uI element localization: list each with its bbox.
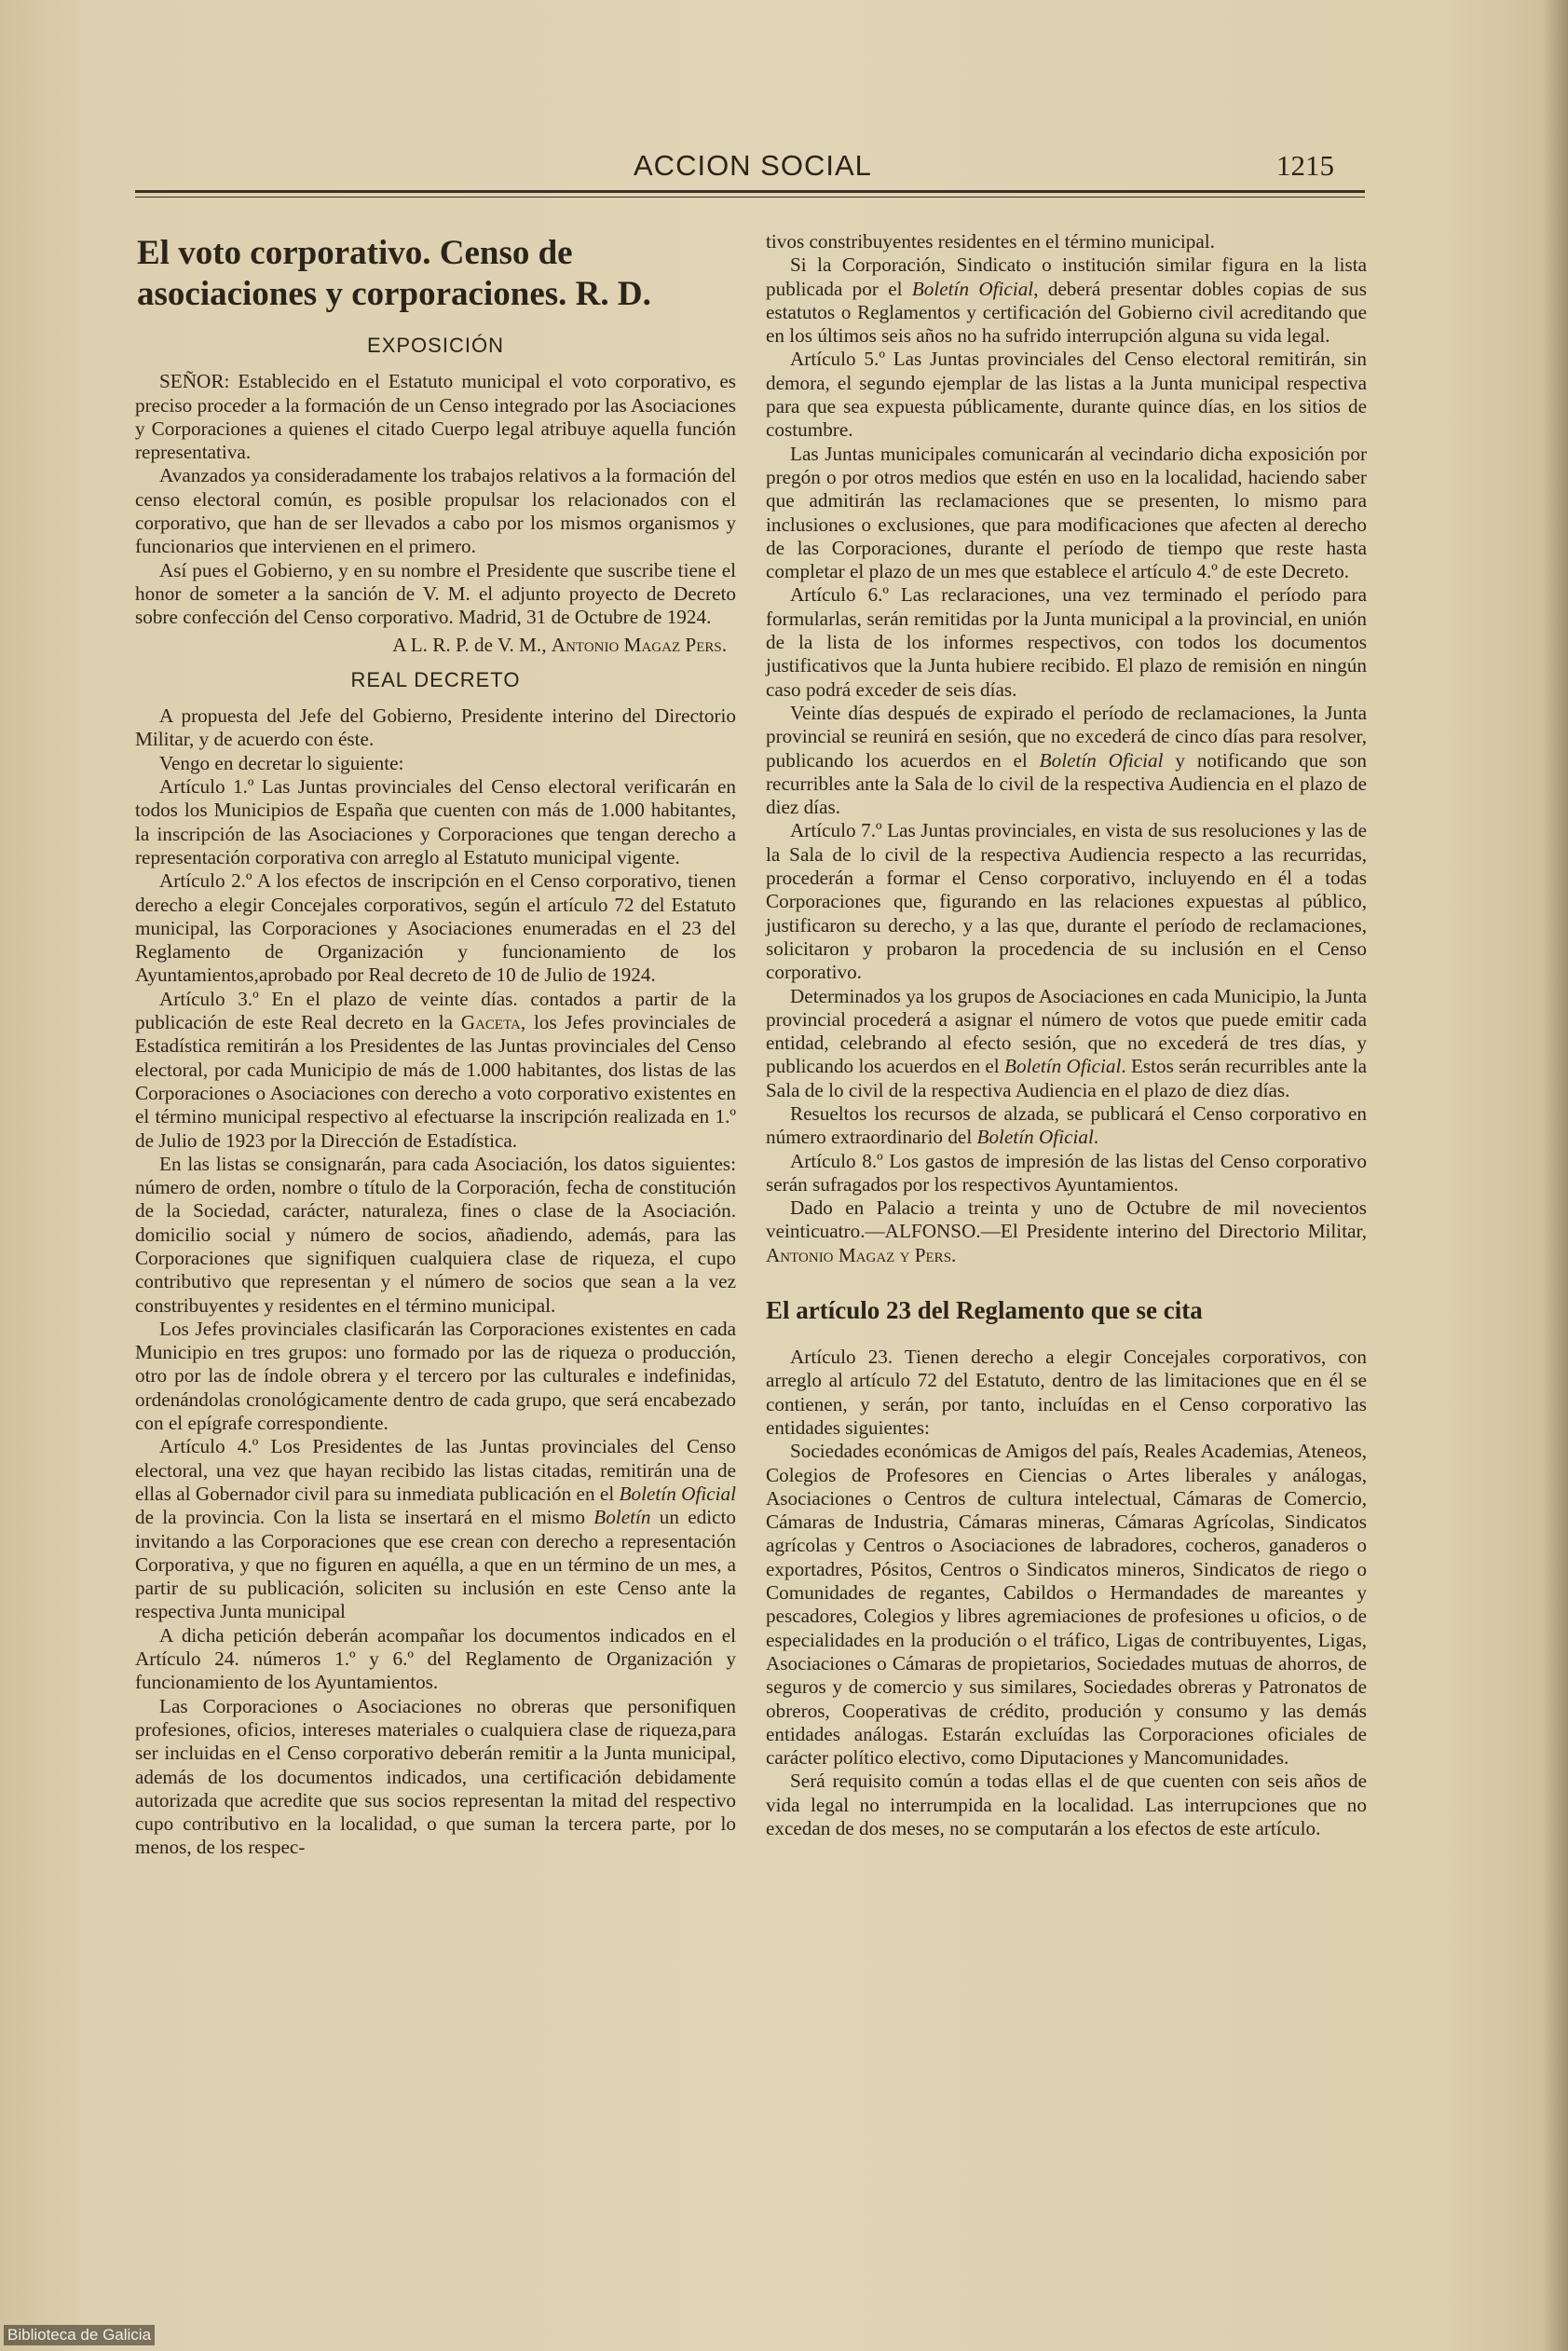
boletin-ref: Boletín Oficial [619, 1482, 736, 1505]
paragraph [766, 702, 1367, 819]
paragraph: Será requisito común a todas ellas el de que cuenten con seis años de vida legal no interrumpida en la localidad. Las interrupciones que no excedan de dos meses, no se computarán a los efectos de este artículo. [766, 1770, 1367, 1839]
library-watermark: Biblioteca de Galicia [4, 2325, 155, 2345]
signature-prefix: A L. R. P. de V. M., [392, 633, 547, 656]
article-5: Artículo 5.º Las Juntas provinciales del Censo electoral remitirán, sin demora, el segundo ejemplar de las listas a la Junta municipal respectiva para que sea expuesta públicamente, durante quince días, en los sitios de costumbre. [766, 348, 1367, 442]
paragraph: Vengo en decretar lo siguiente: [159, 751, 404, 774]
text-run: Artículo 3.º En el plazo de veinte días. contados a partir de la publicación de este Real decreto en la [135, 987, 736, 1034]
article-3 [135, 988, 736, 1153]
paragraph: Avanzados ya consideradamente los trabajos relativos a la formación del censo electoral común, es posible propulsar los relacionados con el corporativo, que han de ser llevados a cabo por los mismos organismos y funcionarios que intervienen en el primero. [135, 464, 736, 558]
paragraph [766, 1102, 1367, 1150]
text-run: . [1093, 1126, 1099, 1149]
paragraph: Las Juntas municipales comunicarán al vecindario dicha exposición por pregón o por otros medios que estén en uso en la localidad, haciendo saber que admitirán las reclamaciones que se presenten, lo mismo para inclusiones o exclusiones, que para modificaciones que afecten al derecho de las Corporaciones, durante el período de tiempo que reste hasta completar el plazo de un mes que establece el artículo 4.º de este Decreto. [766, 442, 1367, 583]
page-header [135, 149, 1365, 186]
right-column [766, 230, 1367, 1840]
text-run: Si la Corporación, Sindicato o institución similar figura en la lista publicada por el [766, 253, 1367, 300]
text-run: y notificando que son recurribles ante la Sala de lo civil de la respectiva Audiencia en el plazo de diez días. [766, 748, 1368, 819]
paragraph: Las Corporaciones o Asociaciones no obreras que personifiquen profesiones, oficios, intereses materiales o cualquiera clase de riqueza,para ser incluidas en el Censo corporativo deberán remitir a la Junta municipal, además de los documentos indicados, una certificación debidamente autorizada que acredite que sus socios representan la mitad del respectivo cupo contributivo en la localidad, o que suman la tercera parte, por lo menos, de los respec- [135, 1694, 736, 1859]
page-edge-shadow [1542, 0, 1568, 2351]
real-decreto-heading: REAL DECRETO [350, 667, 521, 691]
exposicion-heading: EXPOSICIÓN [367, 334, 504, 357]
text-run: un edicto invitando a las Corporaciones que ese crean con derecho a representación Corporativa, y que no figuren en aquélla, a que en un término de un mes, a partir de su publicación, soliciten su inclusión en este Censo ante la respectiva Junta municipal [135, 1506, 737, 1623]
section-title: El artículo 23 del Reglamento que se cita [766, 1296, 1203, 1325]
article-4 [135, 1435, 736, 1623]
boletin-ref: Boletín Oficial [1039, 748, 1164, 772]
text-run: Artículo 4.º Los Presidentes de las Juntas provinciales del Censo electoral, una vez que hayan recibido las listas citadas, remitirán una de ellas al Gobernador civil para su inmediata publicación en el [135, 1435, 736, 1505]
boletin-ref: Boletín [593, 1506, 651, 1529]
paragraph: A propuesta del Jefe del Gobierno, Presidente interino del Directorio Militar, y de acuerdo con éste. [135, 704, 736, 751]
left-column [135, 233, 736, 1860]
signature-name: Antonio Magaz y Pers. [766, 1243, 957, 1266]
paragraph [766, 1196, 1367, 1267]
text-run: de la provincia. Con la lista se insertará en el mismo [135, 1506, 585, 1529]
paragraph: Los Jefes provinciales clasificarán las Corporaciones existentes en cada Municipio en tres grupos: uno formado por las de riqueza o producción, otro por las de índole obrera y el tercero por las culturales e indefinidas, ordenándolas cronológicamente dentro de cada grupo, que será encabezado con el epígrafe correspondiente. [135, 1317, 736, 1435]
boletin-ref: Boletín Oficial [1004, 1055, 1122, 1078]
text-run: , los Jefes provinciales de Estadística remitirán a los Presidentes de las Juntas provinciales del Censo electoral, por cada Municipio de más de 1.000 habitantes, dos listas de las Corporaciones o Asociaciones con derecho a voto corporativo existentes en el término municipal respectivo al efectuarse la inscripción realizada en 1.º de Julio de 1923 por la Dirección de Estadística. [135, 1011, 736, 1152]
page-number: 1215 [1276, 149, 1334, 182]
paragraph [766, 985, 1367, 1102]
paragraph: tivos constribuyentes residentes en el término municipal. [766, 230, 1215, 253]
paragraph: A dicha petición deberán acompañar los documentos indicados en el Artículo 24. números 1.º y 6.º del Reglamento de Organización y funcionamiento de los Ayuntamientos. [135, 1623, 736, 1694]
text-run: Dado en Palacio a treinta y uno de Octubre de mil novecientos veinticuatro.—ALFONSO.—El Presidente interino del Directorio Militar, [766, 1196, 1367, 1243]
article-title: El voto corporativo. Censo de asociaciones y corporaciones. R. D. [137, 234, 651, 313]
article-7: Artículo 7.º Las Juntas provinciales, en vista de sus resoluciones y las de la Sala de lo civil de la respectiva Audiencia respecto a las recurridas, procederán a formar el Censo corporativo, incluyendo en él a todas Corporaciones que, figurando en las relaciones expuestas al público, justificaron su derecho, y a las que, durante el período de reclamaciones, solicitaron y probaron la procedencia de su inclusión en el Censo corporativo. [766, 819, 1367, 984]
article-8: Artículo 8.º Los gastos de impresión de las listas del Censo corporativo serán sufragados por los respectivos Ayuntamientos. [766, 1149, 1367, 1196]
text-run: , deberá presentar dobles copias de sus estatutos o Reglamentos y certificación del Gobierno civil acreditando que en los últimos seis años no ha sufrido interrupción alguna su vida legal. [766, 277, 1367, 348]
signature-name: Antonio Magaz Pers. [551, 633, 727, 656]
paragraph: En las listas se consignarán, para cada Asociación, los datos siguientes: número de orden, nombre o título de la Corporación, fecha de constitución de la Sociedad, carácter, naturaleza, fines o clase de la Asociación. domicilio social y número de socios, añadiendo, además, para las Corporaciones que signifiquen cualquiera clase de riqueza, el cupo contributivo que representan y el número de socios que sean a la vez constribuyentes y residentes en el término municipal. [135, 1152, 736, 1317]
paragraph: Así pues el Gobierno, y en su nombre el Presidente que suscribe tiene el honor de someter a la sanción de V. M. el adjunto proyecto de Decreto sobre confección del Censo corporativo. Madrid, 31 de Octubre de 1924. [135, 558, 736, 629]
article-6: Artículo 6.º Las reclaraciones, una vez terminado el período para formularlas, serán remitidas por la Junta municipal a la provincial, en unión de la lista de los informes respectivos, con todos los documentos justificativos que la Junta hubiere recibido. El plazo de remisión en ningún caso podrá exceder de seis días. [766, 583, 1367, 701]
signature [135, 634, 727, 657]
running-title: ACCION SOCIAL [634, 149, 872, 182]
boletin-ref: Boletín Oficial [976, 1126, 1094, 1149]
text-run: Veinte días después de expirado el período de reclamaciones, la Junta provincial se reunirá en sesión, que no excederá de cinco días para resolver, publicando los acuerdos en el [766, 701, 1367, 772]
header-rule-thin [135, 197, 1365, 198]
header-rule-thick [135, 190, 1365, 193]
paragraph: SEÑOR: Establecido en el Estatuto municipal el voto corporativo, es preciso proceder a la formación de un Censo integrado por las Asociaciones y Corporaciones a quienes el citado Cuerpo legal atribuye aquella función representativa. [135, 370, 736, 464]
text-run: Resueltos los recursos de alzada, se publicará el Censo corporativo en número extraordinario del [766, 1101, 1367, 1149]
article-23: Artículo 23. Tienen derecho a elegir Concejales corporativos, con arreglo al artículo 72 del Estatuto, dentro de las limitaciones que en él se contienen, y serán, por tanto, incluídas en el Censo corporativo las entidades siguientes: [766, 1346, 1367, 1439]
article-1: Artículo 1.º Las Juntas provinciales del Censo electoral verificarán en todos los Municipios de España que cuenten con más de 1.000 habitantes, la inscripción de las Asociaciones y Corporaciones que tengan derecho a representación corporativa con arreglo al Estatuto municipal vigente. [135, 775, 736, 868]
boletin-ref: Boletín Oficial [911, 277, 1034, 300]
text-run: . Estos serán recurribles ante la Sala de lo civil de la respectiva Audiencia en el plazo de diez días. [766, 1055, 1368, 1101]
gaceta-ref: Gaceta [460, 1011, 521, 1034]
article-2: Artículo 2.º A los efectos de inscripción en el Censo corporativo, tienen derecho a elegir Concejales corporativos, según el artículo 72 del Estatuto municipal, las Corporaciones y Asociaciones enumeradas en el 23 del Reglamento de Organización y funcionamiento de los Ayuntamientos,aprobado por Real decreto de 10 de Julio de 1924. [135, 869, 736, 987]
paragraph: Sociedades económicas de Amigos del país, Reales Academias, Ateneos, Colegios de Profesores en Ciencias o Artes liberales y análogas, Asociaciones o Centros de cultura intelectual, Cámaras de Comercio, Cámaras de Industria, Cámaras mineras, Cámaras Agrícolas, Sindicatos agrícolas y Centros o Asociaciones de labradores, cocheros, ganaderos o exportadres, Pósitos, Centros o Sindicatos mineros, Sindicatos de riego o Comunidades de regantes, Cabildos o Hermandades de mareantes y pescadores, Colegios y libres agremiaciones de profesiones u oficios, o de especialidades en la produción o el tráfico, Ligas de contribuyentes, Ligas, Asociaciones o Cámaras de propietarios, Sociedades mutuas de ahorros, de seguros y de comercio y sus similares, Sociedades obreras y Patronatos de obreros, Cooperativas de crédito, produción y consumo y las demás entidades análogas. Estarán excluídas las Corporaciones oficiales de carácter político electivo, como Diputaciones y Mancomunidades. [766, 1440, 1367, 1770]
text-run: Determinados ya los grupos de Asociaciones en cada Municipio, la Junta provincial procederá a asignar el número de votos que puede emitir cada entidad, celebrando al efecto sesión, que no excederá de tres días, y publicando los acuerdos en el [766, 984, 1367, 1078]
paragraph [766, 253, 1367, 348]
